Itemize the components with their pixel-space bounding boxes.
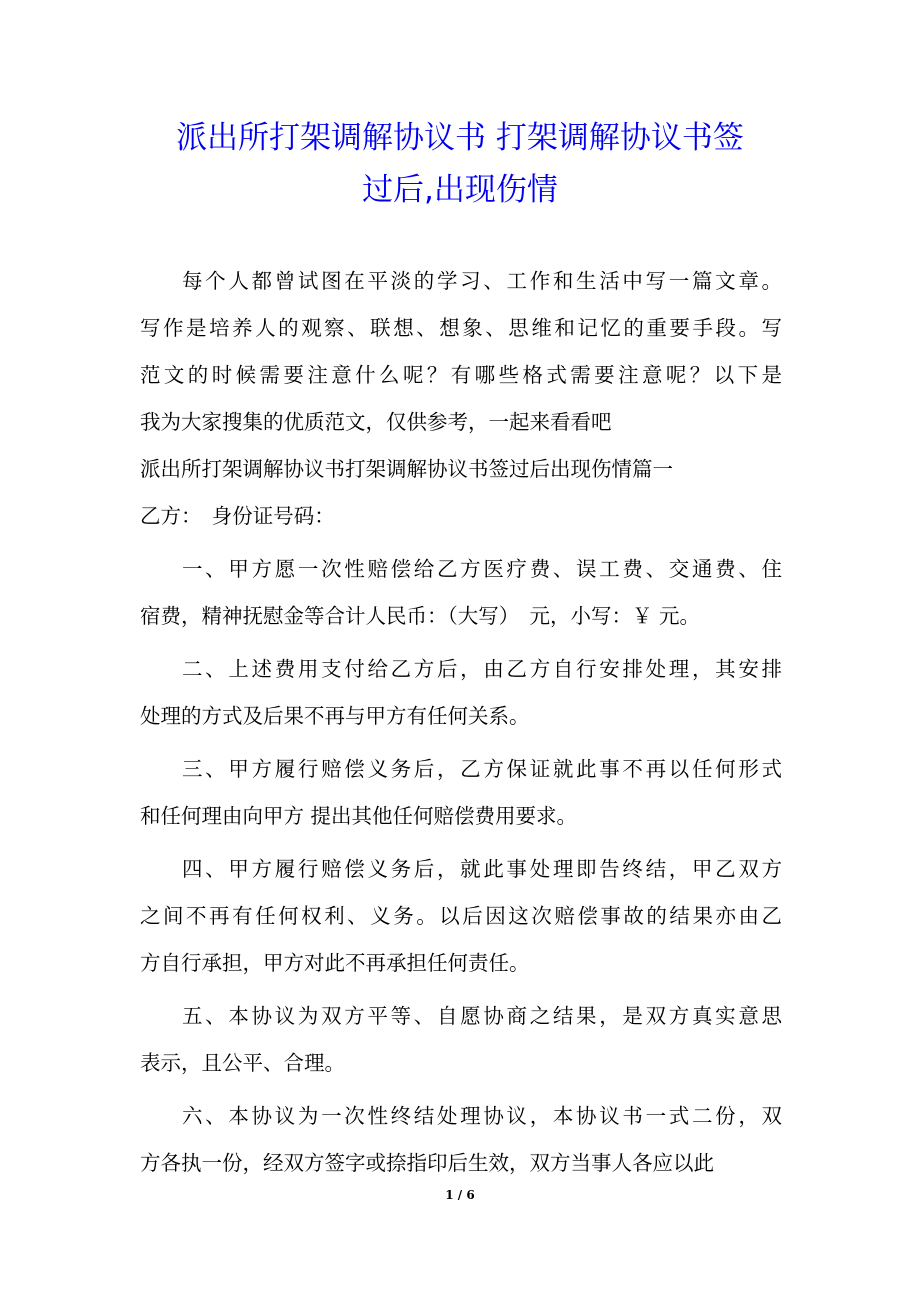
paragraph (140, 746, 782, 840)
text-line: 四、甲方履行赔偿义务后，就此事处理即告终结，甲乙双方 (182, 857, 782, 881)
text-line: 每个人都曾试图在平淡的学习、工作和生活中写一篇文章。 (182, 269, 782, 293)
title-line: 过后,出现伤情 (362, 172, 558, 208)
document-title (100, 112, 820, 216)
text-line: 乙方： 身份证号码： (140, 504, 335, 528)
paragraph (140, 1093, 782, 1187)
text-line: 方各执一份，经双方签字或捺指印后生效，双方当事人各应以此 (140, 1151, 714, 1175)
text-line: 范文的时候需要注意什么呢？有哪些格式需要注意呢？以下是 (140, 363, 782, 387)
text-line: 我为大家搜集的优质范文，仅供参考，一起来看看吧 (140, 410, 612, 434)
text-line: 处理的方式及后果不再与甲方有任何关系。 (140, 704, 530, 728)
title-line: 派出所打架调解协议书 打架调解协议书签 (176, 120, 744, 156)
text-line: 表示，且公平、合理。 (140, 1051, 345, 1075)
text-line: 和任何理由向甲方 提出其他任何赔偿费用要求。 (140, 804, 578, 828)
paragraph (140, 258, 782, 446)
text-line: 宿费，精神抚慰金等合计人民币：（大写） 元，小写：￥ 元。 (140, 604, 701, 628)
paragraph (140, 446, 782, 493)
text-line: 派出所打架调解协议书打架调解协议书签过后出现伤情篇一 (140, 457, 673, 481)
text-line: 方自行承担，甲方对此不再承担任何责任。 (140, 951, 530, 975)
text-line: 二、上述费用支付给乙方后，由乙方自行安排处理，其安排 (182, 657, 782, 681)
paragraph (140, 546, 782, 640)
page-number: 1 / 6 (445, 1188, 475, 1202)
text-line: 写作是培养人的观察、联想、想象、思维和记忆的重要手段。写 (140, 316, 782, 340)
text-line: 六、本协议为一次性终结处理协议，本协议书一式二份，双 (182, 1104, 782, 1128)
text-line: 之间不再有任何权利、义务。以后因这次赔偿事故的结果亦由乙 (140, 904, 782, 928)
document-body (140, 258, 782, 1193)
paragraph (140, 993, 782, 1087)
text-line: 三、甲方履行赔偿义务后，乙方保证就此事不再以任何形式 (182, 757, 782, 781)
paragraph (140, 646, 782, 740)
paragraph (140, 493, 782, 540)
text-line: 五、本协议为双方平等、自愿协商之结果，是双方真实意思 (182, 1004, 782, 1028)
text-line: 一、甲方愿一次性赔偿给乙方医疗费、误工费、交通费、住 (182, 557, 782, 581)
paragraph (140, 846, 782, 987)
